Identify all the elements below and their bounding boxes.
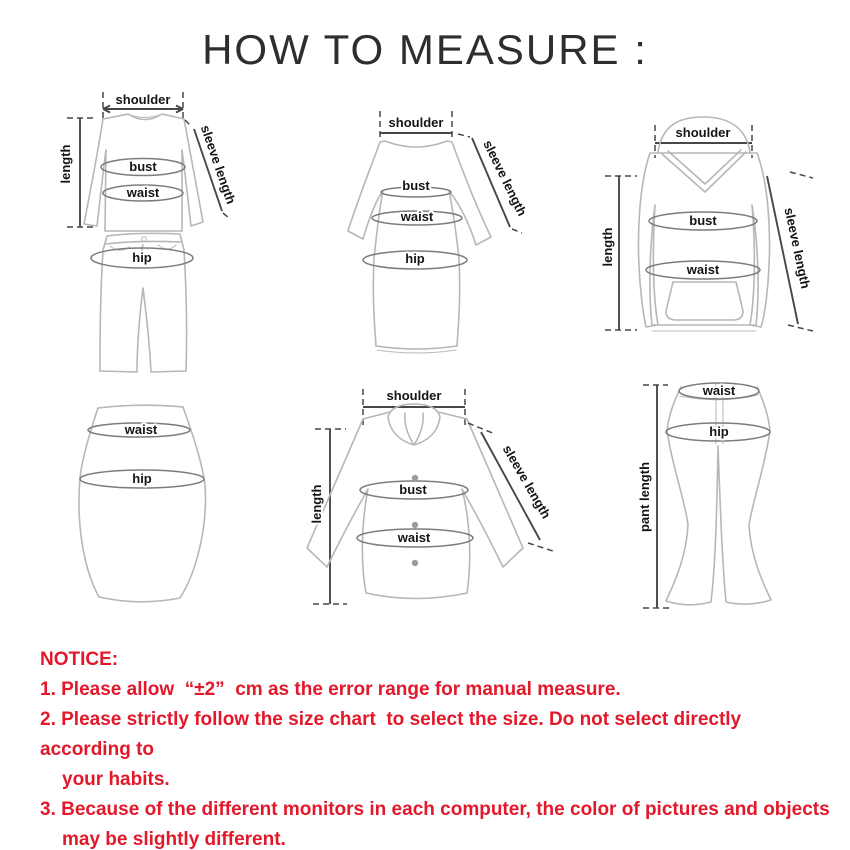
waist-label: waist [702,383,736,398]
length-label: length [600,227,615,267]
dress-hem-inner [377,350,456,353]
bust-label: bust [399,482,427,497]
figure-dress [348,111,530,353]
length-label: length [58,144,73,184]
dress-neckline [380,141,452,147]
hip-label: hip [709,424,729,439]
kangaroo-pocket [666,282,743,320]
bust-label: bust [129,159,157,174]
hoodie-body-and-sleeves [638,153,769,327]
figure-button-shirt [307,388,556,604]
shirt-button [412,560,418,566]
collar [388,404,440,445]
hood-opening [662,150,746,192]
shirt-button [412,522,418,528]
waist-label: waist [124,422,158,437]
jeans-button [142,237,147,242]
waist-label: waist [126,185,160,200]
shoulder-seams [363,412,467,419]
figure-top-shirt-and-jeans [58,92,239,372]
pant-length-label: pant length [637,461,652,533]
waist-label: waist [400,209,434,224]
sleeve-length-label: sleeve length [480,137,530,219]
notice-heading: NOTICE: [40,649,119,670]
bust-label: bust [402,178,430,193]
jeans-legs [100,288,186,372]
notice-item-2-continued: your habits. [62,769,170,790]
waist-label: waist [686,262,720,277]
shoulder-label: shoulder [675,125,731,140]
length-label: length [309,484,324,524]
notice-item-3: 3. Because of the different monitors in each computer, the color of pictures and objects [40,799,830,820]
figure-skirt [79,405,205,602]
bust-label: bust [689,213,717,228]
dress-hem [376,346,457,349]
hip-label: hip [132,250,152,265]
waist-label: waist [397,530,431,545]
figure-pants [637,383,771,608]
notice-item-1: 1. Please allow “±2” cm as the error range for manual measure. [40,679,621,700]
notice-item-3-continued: may be slightly different. [62,829,286,850]
page-title: HOW TO MEASURE : [202,26,648,73]
pants-outline [666,387,771,605]
shirt-body-and-sleeves [307,419,523,599]
sleeve-length-label: sleeve length [499,442,554,522]
shoulder-label: shoulder [386,388,442,403]
shoulder-label: shoulder [115,92,171,107]
shirt-button [412,475,418,481]
dress-sides [348,142,491,346]
hip-label: hip [132,471,152,486]
sleeve-length-label: sleeve length [781,206,814,290]
notice-item-2: 2. Please strictly follow the size chart to select the size. Do not select directly according to [40,709,747,760]
sleeve-length-label: sleeve length [197,123,239,206]
shoulder-label: shoulder [388,115,444,130]
hip-label: hip [405,251,425,266]
notice-section [40,645,830,850]
figure-hoodie [600,117,813,331]
